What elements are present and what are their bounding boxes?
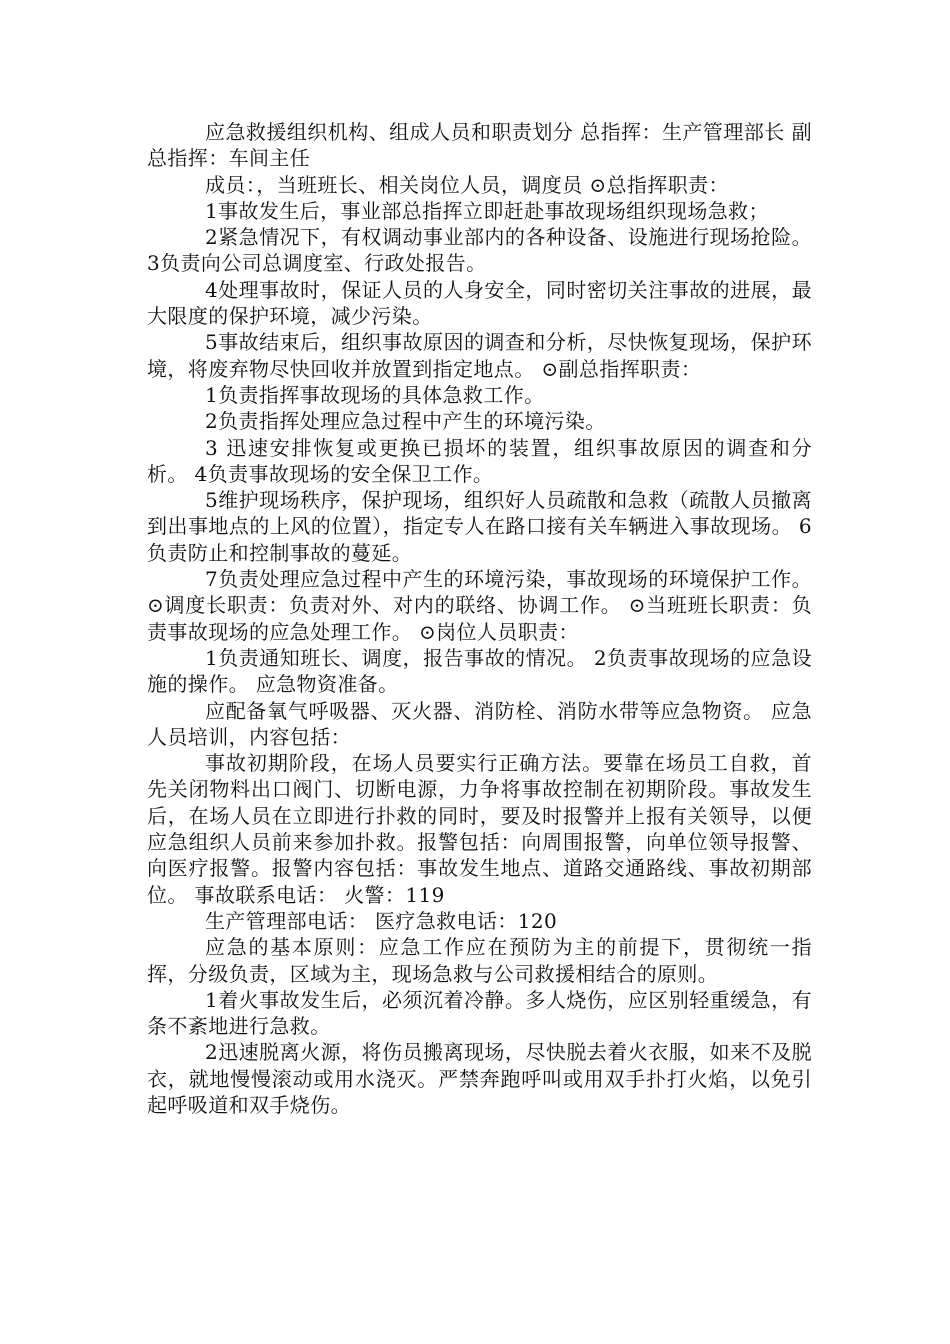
paragraph-materials: 应配备氧气呼吸器、灭火器、消防栓、消防水带等应急物资。 应急人员培训，内容包括： [147,698,812,749]
paragraph-deputy-duty-7: 7负责处理应急过程中产生的环境污染，事故现场的环境保护工作。 ⊙调度长职责：负责对外、对内的联络、协调工作。 ⊙当班班长职责：负责事故现场的应急处理工作。 ⊙岗位人员职责： [147,567,812,644]
paragraph-commander-duty-1: 1事故发生后，事业部总指挥立即赶赴事故现场组织现场急救； [205,198,769,223]
paragraph-commander-duty-5: 5事故结束后，组织事故原因的调查和分析，尽快恢复现场，保护环境，将废弃物尽快回收并放置到指定地点。 ⊙副总指挥职责： [147,330,812,381]
paragraph-deputy-duty-1: 1负责指挥事故现场的具体急救工作。 [205,382,545,407]
paragraph-deputy-duty-3: 3 迅速安排恢复或更换已损坏的装置，组织事故原因的调查和分析。 4负责事故现场的安全保卫工作。 [147,435,812,486]
paragraph-principles: 应急的基本原则：应急工作应在预防为主的前提下，贯彻统一指挥，分级负责，区域为主，现场急救与公司救援相结合的原则。 [147,935,812,986]
paragraph-commander-duty-4: 4处理事故时，保证人员的人身安全，同时密切关注事故的进展，最大限度的保护环境，减少污染。 [147,277,812,329]
paragraph-organization: 应急救援组织机构、组成人员和职责划分 总指挥：生产管理部长 副总指挥：车间主任 [147,120,812,171]
paragraph-phones: 生产管理部电话： 医疗急救电话：120 [205,908,558,933]
document-body [147,119,812,1118]
paragraph-training: 事故初期阶段，在场人员要实行正确方法。要靠在场员工自救，首先关闭物料出口阀门、切断电源，力争将事故控制在初期阶段。事故发生后，在场人员在立即进行扑救的同时，要及时报警并上报有关领导，以便应急组织人员前来参加扑救。报警包括：向周围报警，向单位领导报警、向医疗报警。报警内容包括：事故发生地点、道路交通路线、事故初期部位。 事故联系电话： 火警：119 [147,751,812,907]
paragraph-post-duty: 1负责通知班长、调度，报告事故的情况。 2负责事故现场的应急设施的操作。 应急物资准备。 [147,645,812,697]
paragraph-fire-step-2: 2迅速脱离火源，将伤员搬离现场，尽快脱去着火衣服，如来不及脱衣，就地慢慢滚动或用水浇灭。严禁奔跑呼叫或用双手扑打火焰，以免引起呼吸道和双手烧伤。 [147,1040,812,1117]
paragraph-deputy-duty-2: 2负责指挥处理应急过程中产生的环境污染。 [205,409,606,434]
paragraph-fire-step-1: 1着火事故发生后，必须沉着冷静。多人烧伤，应区别轻重缓急，有条不紊地进行急救。 [147,987,812,1039]
paragraph-commander-duty-2: 2紧急情况下，有权调动事业部内的各种设备、设施进行现场抢险。 3负责向公司总调度室、行政处报告。 [147,225,812,276]
paragraph-deputy-duty-5: 5维护现场秩序，保护现场，组织好人员疏散和急救（疏散人员撤离到出事地点的上风的位置），指定专人在路口接有关车辆进入事故现场。 6负责防止和控制事故的蔓延。 [147,488,812,565]
paragraph-members: 成员：，当班班长、相关岗位人员，调度员 ⊙总指挥职责： [205,172,729,197]
